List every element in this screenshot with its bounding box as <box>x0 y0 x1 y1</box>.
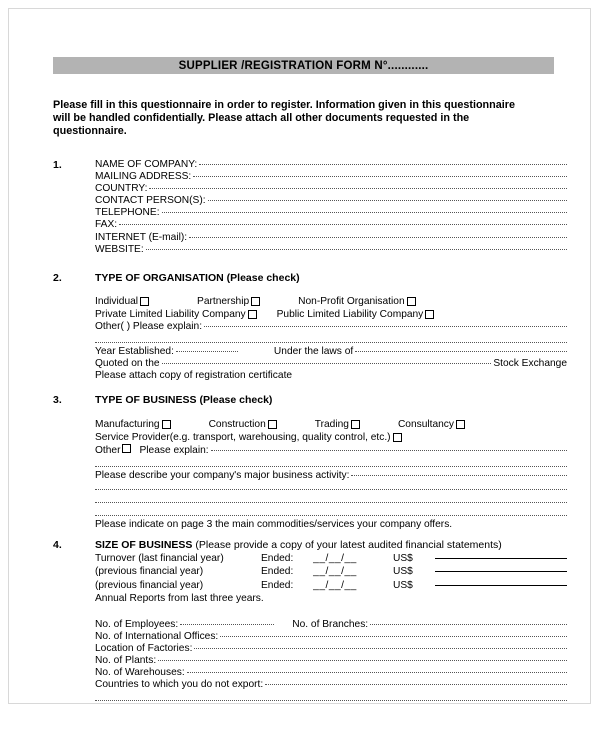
dotted-input-line[interactable] <box>204 326 567 327</box>
business-type-row-1 <box>95 418 567 431</box>
field-no-of-employees-branches[interactable] <box>95 619 567 631</box>
dotted-input-line[interactable] <box>370 624 567 625</box>
section-4-heading-note: (Please provide a copy of your latest audited financial statements) <box>192 539 502 551</box>
currency-label: US$ <box>393 566 413 578</box>
ended-date-input[interactable]: __/__/__ <box>313 566 357 578</box>
turnover-row-previous-2 <box>95 579 567 592</box>
dotted-continuation-line[interactable] <box>95 502 567 503</box>
field-suffix-stock-exchange: Stock Exchange <box>493 357 567 369</box>
checkbox-label-construction: Construction <box>208 419 266 430</box>
section-3-heading-main: TYPE OF BUSINESS <box>95 394 197 406</box>
ended-label: Ended: <box>261 553 294 564</box>
dotted-input-line[interactable] <box>146 249 567 250</box>
checkbox-label-consultancy: Consultancy <box>397 419 454 430</box>
dotted-continuation-line[interactable] <box>95 342 567 343</box>
dotted-input-line[interactable] <box>193 176 567 177</box>
field-label: NAME OF COMPANY: <box>95 159 198 170</box>
row-label: Turnover (last financial year) <box>95 553 224 564</box>
field-label: Quoted on the <box>95 357 160 369</box>
field-no-of-warehouses[interactable] <box>95 667 567 679</box>
checkbox-label-public-limited-liability-company: Public Limited Liability Company <box>276 309 424 321</box>
dotted-input-line[interactable] <box>162 212 567 213</box>
annual-reports-note <box>95 592 567 605</box>
dotted-continuation-line[interactable] <box>95 700 567 701</box>
checkbox-trading[interactable] <box>351 420 360 429</box>
field-label: No. of Plants: <box>95 654 157 666</box>
field-fax[interactable] <box>95 219 567 231</box>
form-page <box>8 8 591 704</box>
checkbox-manufacturing[interactable] <box>162 420 171 429</box>
field-major-business-activity[interactable] <box>95 470 567 482</box>
field-label: COUNTRY: <box>95 183 148 195</box>
field-no-of-international-offices[interactable] <box>95 631 567 643</box>
field-telephone[interactable] <box>95 207 567 219</box>
field-label: Countries to which you do not export: <box>95 679 264 691</box>
section-3-heading <box>95 394 567 407</box>
section-4-heading <box>95 539 567 552</box>
section-3-heading-note: (Please check) <box>196 394 273 406</box>
note-text: Annual Reports from last three years. <box>95 593 264 605</box>
field-internet-email[interactable] <box>95 232 567 244</box>
checkbox-label-individual: Individual <box>95 296 139 307</box>
dotted-input-line[interactable] <box>189 237 567 238</box>
checkbox-individual[interactable] <box>140 297 149 306</box>
org-type-row-1 <box>95 295 567 308</box>
ended-date-input[interactable]: __/__/__ <box>313 553 357 564</box>
field-location-of-factories[interactable] <box>95 643 567 655</box>
section-4-number: 4. <box>53 539 62 551</box>
dotted-continuation-line[interactable] <box>95 489 567 490</box>
checkbox-label-trading: Trading <box>314 419 349 430</box>
field-name-of-company[interactable] <box>95 159 567 171</box>
field-year-established[interactable] <box>95 346 567 358</box>
dotted-input-line[interactable] <box>149 188 567 189</box>
section-2-number: 2. <box>53 272 62 284</box>
turnover-row-last-year <box>95 552 567 565</box>
checkbox-label-service-provider: Service Provider(e.g. transport, warehousing, quality control, etc.) <box>95 432 391 444</box>
section-2-heading-main: TYPE OF ORGANISATION <box>95 272 224 284</box>
dotted-input-line[interactable] <box>211 450 567 451</box>
field-country[interactable] <box>95 183 567 195</box>
field-label: MAILING ADDRESS: <box>95 171 192 183</box>
field-label: WEBSITE: <box>95 243 144 255</box>
field-label: No. of Warehouses: <box>95 667 185 678</box>
dotted-input-line[interactable] <box>199 164 567 165</box>
field-label: Year Established: <box>95 345 174 357</box>
field-label: INTERNET (E-mail): <box>95 231 188 243</box>
field-no-of-plants[interactable] <box>95 655 567 667</box>
section-2-heading-note: (Please check) <box>223 272 300 284</box>
section-2-heading <box>95 272 567 285</box>
field-label: No. of Employees: <box>95 618 179 630</box>
field-label-under-laws-of: Under the laws of <box>273 345 354 357</box>
dotted-input-line[interactable] <box>208 200 567 201</box>
field-website[interactable] <box>95 244 567 256</box>
checkbox-label-other: Other <box>95 445 121 457</box>
field-business-other-explain[interactable] <box>95 444 567 457</box>
turnover-row-previous-1 <box>95 565 567 578</box>
field-label: Other( ) Please explain: <box>95 321 203 333</box>
checkbox-other[interactable] <box>122 444 131 453</box>
note-text: Please indicate on page 3 the main commodities/services your company offers. <box>95 518 453 530</box>
form-title-bar <box>53 57 554 74</box>
business-type-row-2 <box>95 431 567 444</box>
field-label: Please describe your company's major business activity: <box>95 469 350 481</box>
field-countries-not-exported-to[interactable] <box>95 679 567 691</box>
dotted-continuation-line[interactable] <box>95 466 567 467</box>
checkbox-private-limited-liability-company[interactable] <box>248 310 257 319</box>
ended-label: Ended: <box>261 566 294 578</box>
field-label: No. of International Offices: <box>95 630 219 642</box>
checkbox-public-limited-liability-company[interactable] <box>425 310 434 319</box>
checkbox-consultancy[interactable] <box>456 420 465 429</box>
field-label: Location of Factories: <box>95 642 193 654</box>
section-3-body <box>95 394 567 531</box>
section-1-body <box>95 159 567 256</box>
checkbox-label-manufacturing: Manufacturing <box>95 419 160 430</box>
dotted-input-line[interactable] <box>265 684 567 685</box>
checkbox-construction[interactable] <box>268 420 277 429</box>
intro-paragraph: Please fill in this questionnaire in order to register. Information given in this questionnaire will be handled confidentially. Please attach all other documents requested in the questionnaire. <box>53 99 515 138</box>
dotted-input-line[interactable] <box>351 475 567 476</box>
section-3-number: 3. <box>53 394 62 406</box>
attach-certificate-note <box>95 370 567 382</box>
note-text: Please attach copy of registration certificate <box>95 369 293 381</box>
amount-input-line[interactable] <box>435 558 567 559</box>
field-label: Please explain: <box>139 445 209 457</box>
dotted-input-line[interactable] <box>119 224 567 225</box>
dotted-input-line[interactable] <box>158 660 567 661</box>
dotted-input-line[interactable] <box>187 672 567 673</box>
dotted-input-line[interactable] <box>176 351 238 352</box>
dotted-continuation-line[interactable] <box>95 515 567 516</box>
org-type-row-2 <box>95 308 567 321</box>
ended-label: Ended: <box>261 579 294 591</box>
checkbox-partnership[interactable] <box>251 297 260 306</box>
field-mailing-address[interactable] <box>95 171 567 183</box>
amount-input-line[interactable] <box>435 571 567 572</box>
section-1-number: 1. <box>53 159 62 171</box>
checkbox-non-profit-organisation[interactable] <box>407 297 416 306</box>
checkbox-label-non-profit-organisation: Non-Profit Organisation <box>298 296 405 307</box>
field-quoted-on-stock-exchange[interactable] <box>95 358 567 370</box>
field-label: CONTACT PERSON(S): <box>95 195 206 207</box>
dotted-input-line[interactable] <box>180 624 274 625</box>
amount-input-line[interactable] <box>435 585 567 586</box>
dotted-input-line[interactable] <box>220 636 567 637</box>
dotted-input-line[interactable] <box>194 648 567 649</box>
section-4-heading-main: SIZE OF BUSINESS <box>95 539 193 551</box>
field-org-other-explain[interactable] <box>95 321 567 333</box>
checkbox-label-partnership: Partnership <box>197 296 250 307</box>
ended-date-input[interactable]: __/__/__ <box>313 579 357 591</box>
checkbox-label-private-limited-liability-company: Private Limited Liability Company <box>95 309 246 321</box>
page-title: SUPPLIER /REGISTRATION FORM N°............ <box>178 59 429 72</box>
currency-label: US$ <box>393 553 413 564</box>
turnover-table <box>95 552 567 606</box>
dotted-input-line[interactable] <box>162 363 492 364</box>
field-label-no-of-branches: No. of Branches: <box>292 618 369 630</box>
dotted-input-line[interactable] <box>355 351 567 352</box>
field-contact-persons[interactable] <box>95 195 567 207</box>
row-label: (previous financial year) <box>95 579 204 591</box>
field-label: TELEPHONE: <box>95 207 160 219</box>
commodities-note <box>95 519 567 531</box>
section-2-body <box>95 272 567 382</box>
row-label: (previous financial year) <box>95 566 204 578</box>
currency-label: US$ <box>393 579 413 591</box>
checkbox-service-provider[interactable] <box>393 433 402 442</box>
section-4-body <box>95 539 567 704</box>
field-label: FAX: <box>95 219 118 231</box>
